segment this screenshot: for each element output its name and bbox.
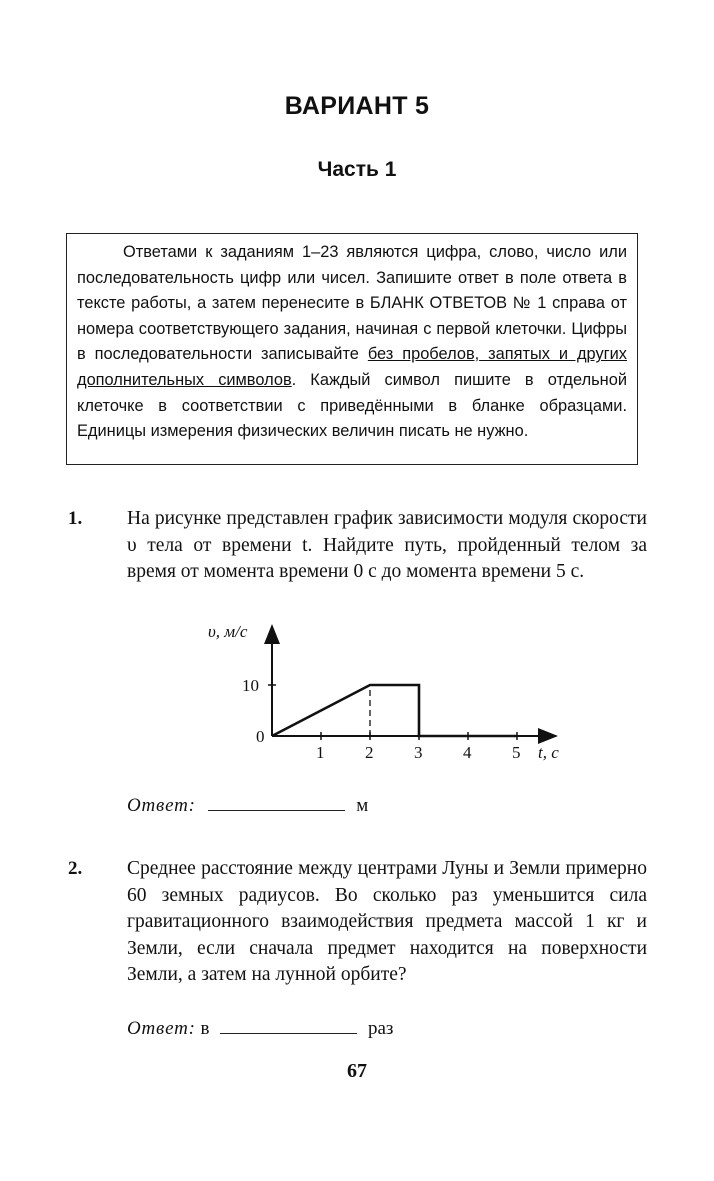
velocity-series-line (272, 685, 517, 736)
task-1-answer-unit: м (356, 795, 369, 816)
task-1-answer-label: Ответ: (127, 795, 196, 816)
page-number: 67 (347, 1060, 367, 1082)
task-2-answer-prefix: в (200, 1018, 210, 1039)
velocity-time-chart (0, 620, 714, 762)
task-2-answer (127, 1018, 393, 1040)
task-2-answer-unit: раз (367, 1018, 394, 1039)
task-1-number: 1. (68, 508, 83, 529)
task-1-answer-field[interactable] (208, 796, 345, 811)
task-2-answer-label: Ответ: (127, 1018, 196, 1039)
task-1-answer (127, 795, 368, 817)
variant-title: ВАРИАНТ 5 (284, 92, 430, 120)
task-2-text: Среднее расстояние между центрами Луны и Земли примерно 60 земных радиусов. Во сколько раз уменьшится сила гравитационного взаимодействия предмета массой 1 кг и Земли, если сначала предмет находится на поверхности Земли, а затем на лунной орбите? (127, 858, 647, 985)
instructions-box (66, 233, 638, 465)
y-axis-label: υ, м/с (208, 622, 248, 641)
part-title: Часть 1 (317, 158, 397, 181)
task-1-text: На рисунке представлен график зависимости модуля скорости υ тела от времени t. Найдите путь, пройденный телом за время от момента времени 0 с до момента времени 5 с. (127, 508, 647, 582)
x-tick-label: 2 (365, 743, 374, 762)
instructions-underlined: без пробелов, запятых и других дополнительных символов (77, 345, 627, 389)
instructions-text-end: . Каждый символ пишите в отдельной клеточке в соответствии с приведёнными в бланке образцами. Единицы измерения физических величин писать не нужно. (77, 370, 627, 441)
x-tick-label: 1 (316, 743, 325, 762)
x-axis-label: t, с (538, 743, 559, 762)
origin-label: 0 (256, 727, 265, 746)
instructions-text: Ответами к заданиям 1–23 являются цифра, слово, число или последовательность цифр или чисел. Запишите ответ в поле ответа в тексте работы, а затем перенесите в БЛАНК ОТВЕТОВ № 1 справа от номера соответствующего задания, начиная с первой клеточки. Цифры в последовательности записывайте (77, 243, 627, 364)
task-2-number: 2. (68, 858, 83, 879)
task-2-answer-field[interactable] (220, 1019, 357, 1034)
y-tick-label: 10 (242, 676, 259, 695)
x-tick-label: 4 (463, 743, 472, 762)
x-tick-label: 5 (512, 743, 521, 762)
x-tick-label: 3 (414, 743, 423, 762)
